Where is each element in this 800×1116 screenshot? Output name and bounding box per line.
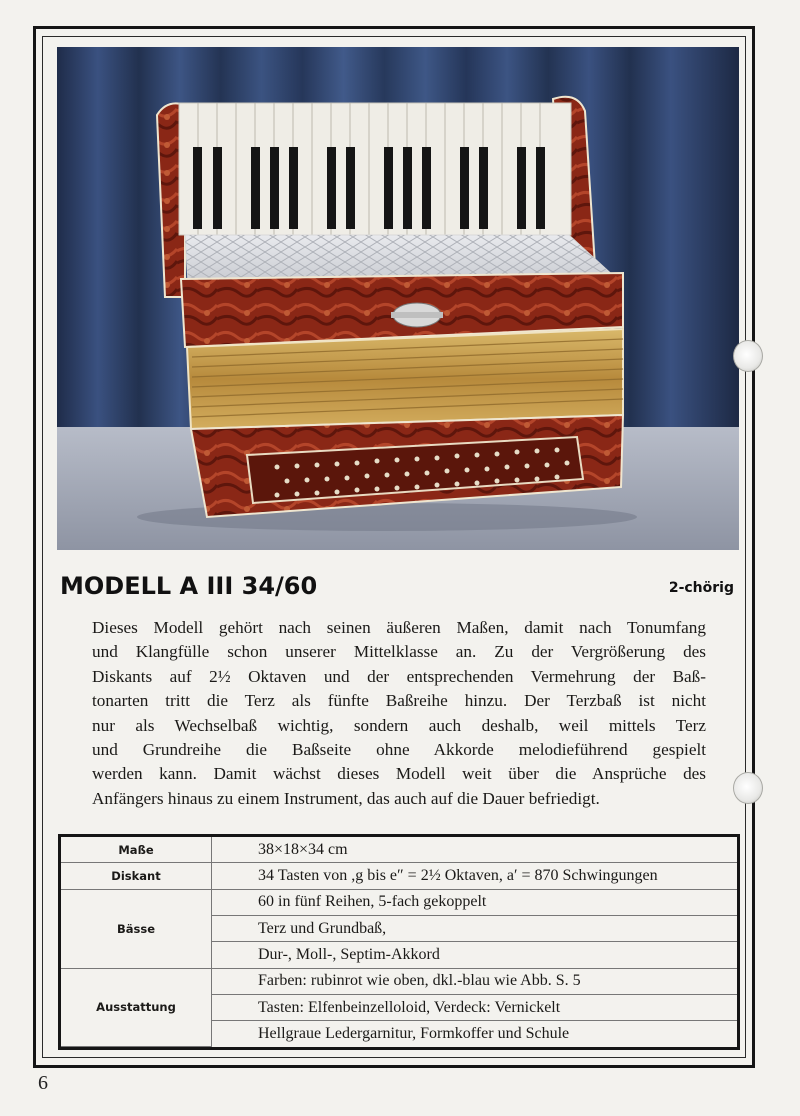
- table-row: [61, 968, 737, 994]
- description-line: Anfängers hinaus zu einem Instrument, das auch auf die Dauer befriedigt.: [92, 788, 600, 808]
- description-line: nur als Wechselbaß wichtig, sondern auch deshalb, weil mittels Terz: [92, 715, 706, 735]
- punch-hole: [733, 772, 763, 804]
- spec-table: [58, 834, 740, 1050]
- table-row: [61, 837, 737, 863]
- spec-value: 34 Tasten von ,g bis e″ = 2½ Oktaven, a′ = 870 Schwingungen: [212, 863, 738, 889]
- spec-label: Maße: [61, 837, 212, 863]
- spec-value: Terz und Grundbaß,: [212, 915, 738, 941]
- description-line: Dieses Modell gehört nach seinen äußeren Maßen, damit nach Tonumfang: [92, 618, 706, 637]
- description-line: und Grundreihe die Baßseite ohne Akkorde melodieführend gespielt: [92, 740, 706, 760]
- choir-label: 2-chörig: [668, 580, 734, 596]
- spec-value: Tasten: Elfenbeinzelloloid, Verdeck: Vernickelt: [212, 994, 738, 1020]
- spec-value: Hellgraue Ledergarnitur, Formkoffer und Schule: [258, 1024, 570, 1042]
- description-line: Diskants auf 2½ Oktaven und der entsprechenden Vermehrung der Baß-: [92, 666, 706, 686]
- spec-value: 38×18×34 cm: [212, 837, 738, 863]
- description-line: tonarten tritt die Terz als fünfte Baßreihe hinzu. Der Terzbaß ist nicht: [92, 691, 706, 711]
- description-line: und Klangfülle schon unserer Mittelklasse an. Zu der Vergrößerung des: [92, 642, 706, 662]
- spec-label: Ausstattung: [61, 968, 212, 1046]
- page-number: 6: [38, 1072, 48, 1094]
- accordion-photo: [57, 47, 739, 550]
- description: [92, 616, 706, 811]
- table-row: [61, 889, 737, 915]
- spec-value: Farben: rubinrot wie oben, dkl.-blau wie Abb. S. 5: [212, 968, 738, 994]
- spec-label: Bässe: [61, 889, 212, 968]
- spec-value: Dur-, Moll-, Septim-Akkord: [212, 942, 738, 968]
- model-title: MODELL A III 34/60: [60, 572, 318, 600]
- punch-hole: [733, 340, 763, 372]
- table-row: [61, 863, 737, 889]
- spec-label: Diskant: [61, 863, 212, 889]
- spec-value: 60 in fünf Reihen, 5-fach gekoppelt: [212, 889, 738, 915]
- description-line: werden kann. Damit wächst dieses Modell weit über die Ansprüche des: [92, 764, 706, 784]
